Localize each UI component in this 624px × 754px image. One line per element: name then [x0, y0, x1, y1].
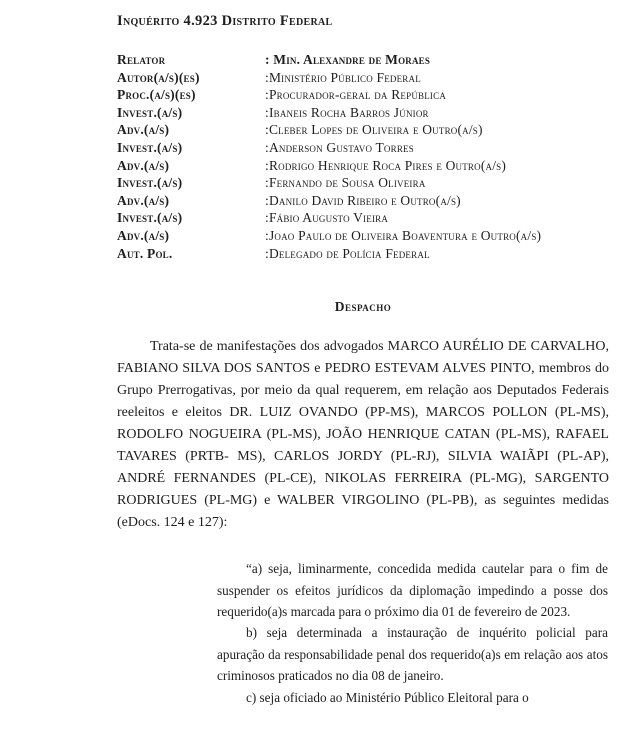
party-label: Adv.(a/s) — [117, 157, 170, 173]
party-row-proc — [117, 86, 609, 104]
party-label: Relator — [117, 52, 166, 67]
party-label: Invest.(a/s) — [117, 104, 183, 120]
party-label: Invest.(a/s) — [117, 175, 183, 191]
party-label: Invest.(a/s) — [117, 210, 183, 226]
party-value: :Ministério Público Federal — [265, 69, 421, 85]
party-row-aut-pol — [117, 245, 609, 263]
party-label: Invest.(a/s) — [117, 139, 183, 155]
quote-item-c: c) seja oficiado ao Ministério Público Eleitoral para o — [246, 689, 529, 705]
quote-item-b: b) seja determinada a instauração de inquérito policial para apuração da responsabilidade penal dos requerido(a)s em relação aos atos criminosos praticados no dia 08 de janeiro. — [217, 625, 608, 684]
party-label: Adv.(a/s) — [117, 122, 170, 138]
party-label: Adv.(a/s) — [117, 227, 170, 243]
parties-list — [117, 51, 609, 262]
party-value: :Delegado de Polícia Federal — [265, 245, 430, 261]
party-row-adv-4 — [117, 227, 609, 245]
party-row-adv-1 — [117, 121, 609, 139]
party-label: Aut. Pol. — [117, 245, 173, 261]
document-content — [117, 13, 609, 708]
party-row-invest-1 — [117, 104, 609, 122]
party-value: :Fernando de Sousa Oliveira — [265, 175, 426, 191]
party-label: Proc.(a/s)(es) — [117, 87, 196, 103]
party-row-adv-2 — [117, 157, 609, 175]
despacho-heading: Despacho — [334, 299, 392, 315]
party-label: Autor(a/s)(es) — [117, 69, 200, 85]
party-value: :Procurador-geral da República — [265, 87, 447, 103]
requests-quote-block — [217, 558, 608, 708]
party-label: Adv.(a/s) — [117, 192, 170, 208]
party-row-autor — [117, 69, 609, 87]
document-title: Inquérito 4.923 Distrito Federal — [117, 13, 333, 29]
party-row-invest-3 — [117, 174, 609, 192]
party-value: :Cleber Lopes de Oliveira e Outro(a/s) — [265, 122, 483, 138]
party-value: :Rodrigo Henrique Roca Pires e Outro(a/s) — [265, 157, 507, 173]
party-value: :Danilo David Ribeiro e Outro(a/s) — [265, 192, 461, 208]
party-row-adv-3 — [117, 192, 609, 210]
party-value: :Joao Paulo de Oliveira Boaventura e Outro(a/s) — [265, 227, 542, 243]
party-value: :Anderson Gustavo Torres — [265, 139, 414, 155]
party-row-invest-2 — [117, 139, 609, 157]
party-value: : Min. Alexandre de Moraes — [265, 52, 431, 67]
party-row-relator — [117, 51, 609, 69]
party-value: :Ibaneis Rocha Barros Júnior — [265, 104, 429, 120]
body-paragraph: Trata-se de manifestações dos advogados MARCO AURÉLIO DE CARVALHO, FABIANO SILVA DOS SANTOS e PEDRO ESTEVAM ALVES PINTO, membros do Grupo Prerrogativas, por meio da qual requerem, em relação aos Deputados Federais reeleitos e eleitos DR. LUIZ OVANDO (PP-MS), MARCOS POLLON (PL-MS), RODOLFO NOGUEIRA (PL-MS), JOÃO HENRIQUE CATAN (PL-MS), RAFAEL TAVARES (PRTB- MS), CARLOS JORDY (PL-RJ), SILVIA WAIÃPI (PL-AP), ANDRÉ FERNANDES (PL-CE), NIKOLAS FERREIRA (PL-MG), SARGENTO RODRIGUES (PL-MG) e WALBER VIRGOLINO (PL-PB), as seguintes medidas (eDocs. 124 e 127): — [117, 339, 609, 531]
party-value: :Fábio Augusto Vieira — [265, 210, 389, 226]
party-row-invest-4 — [117, 209, 609, 227]
quote-item-a: “a) seja, liminarmente, concedida medida cautelar para o fim de suspender os efeitos jurídicos da diplomação impedindo a posse dos requerido(a)s marcada para o próximo dia 01 de fevereiro de 2023. — [217, 561, 608, 619]
